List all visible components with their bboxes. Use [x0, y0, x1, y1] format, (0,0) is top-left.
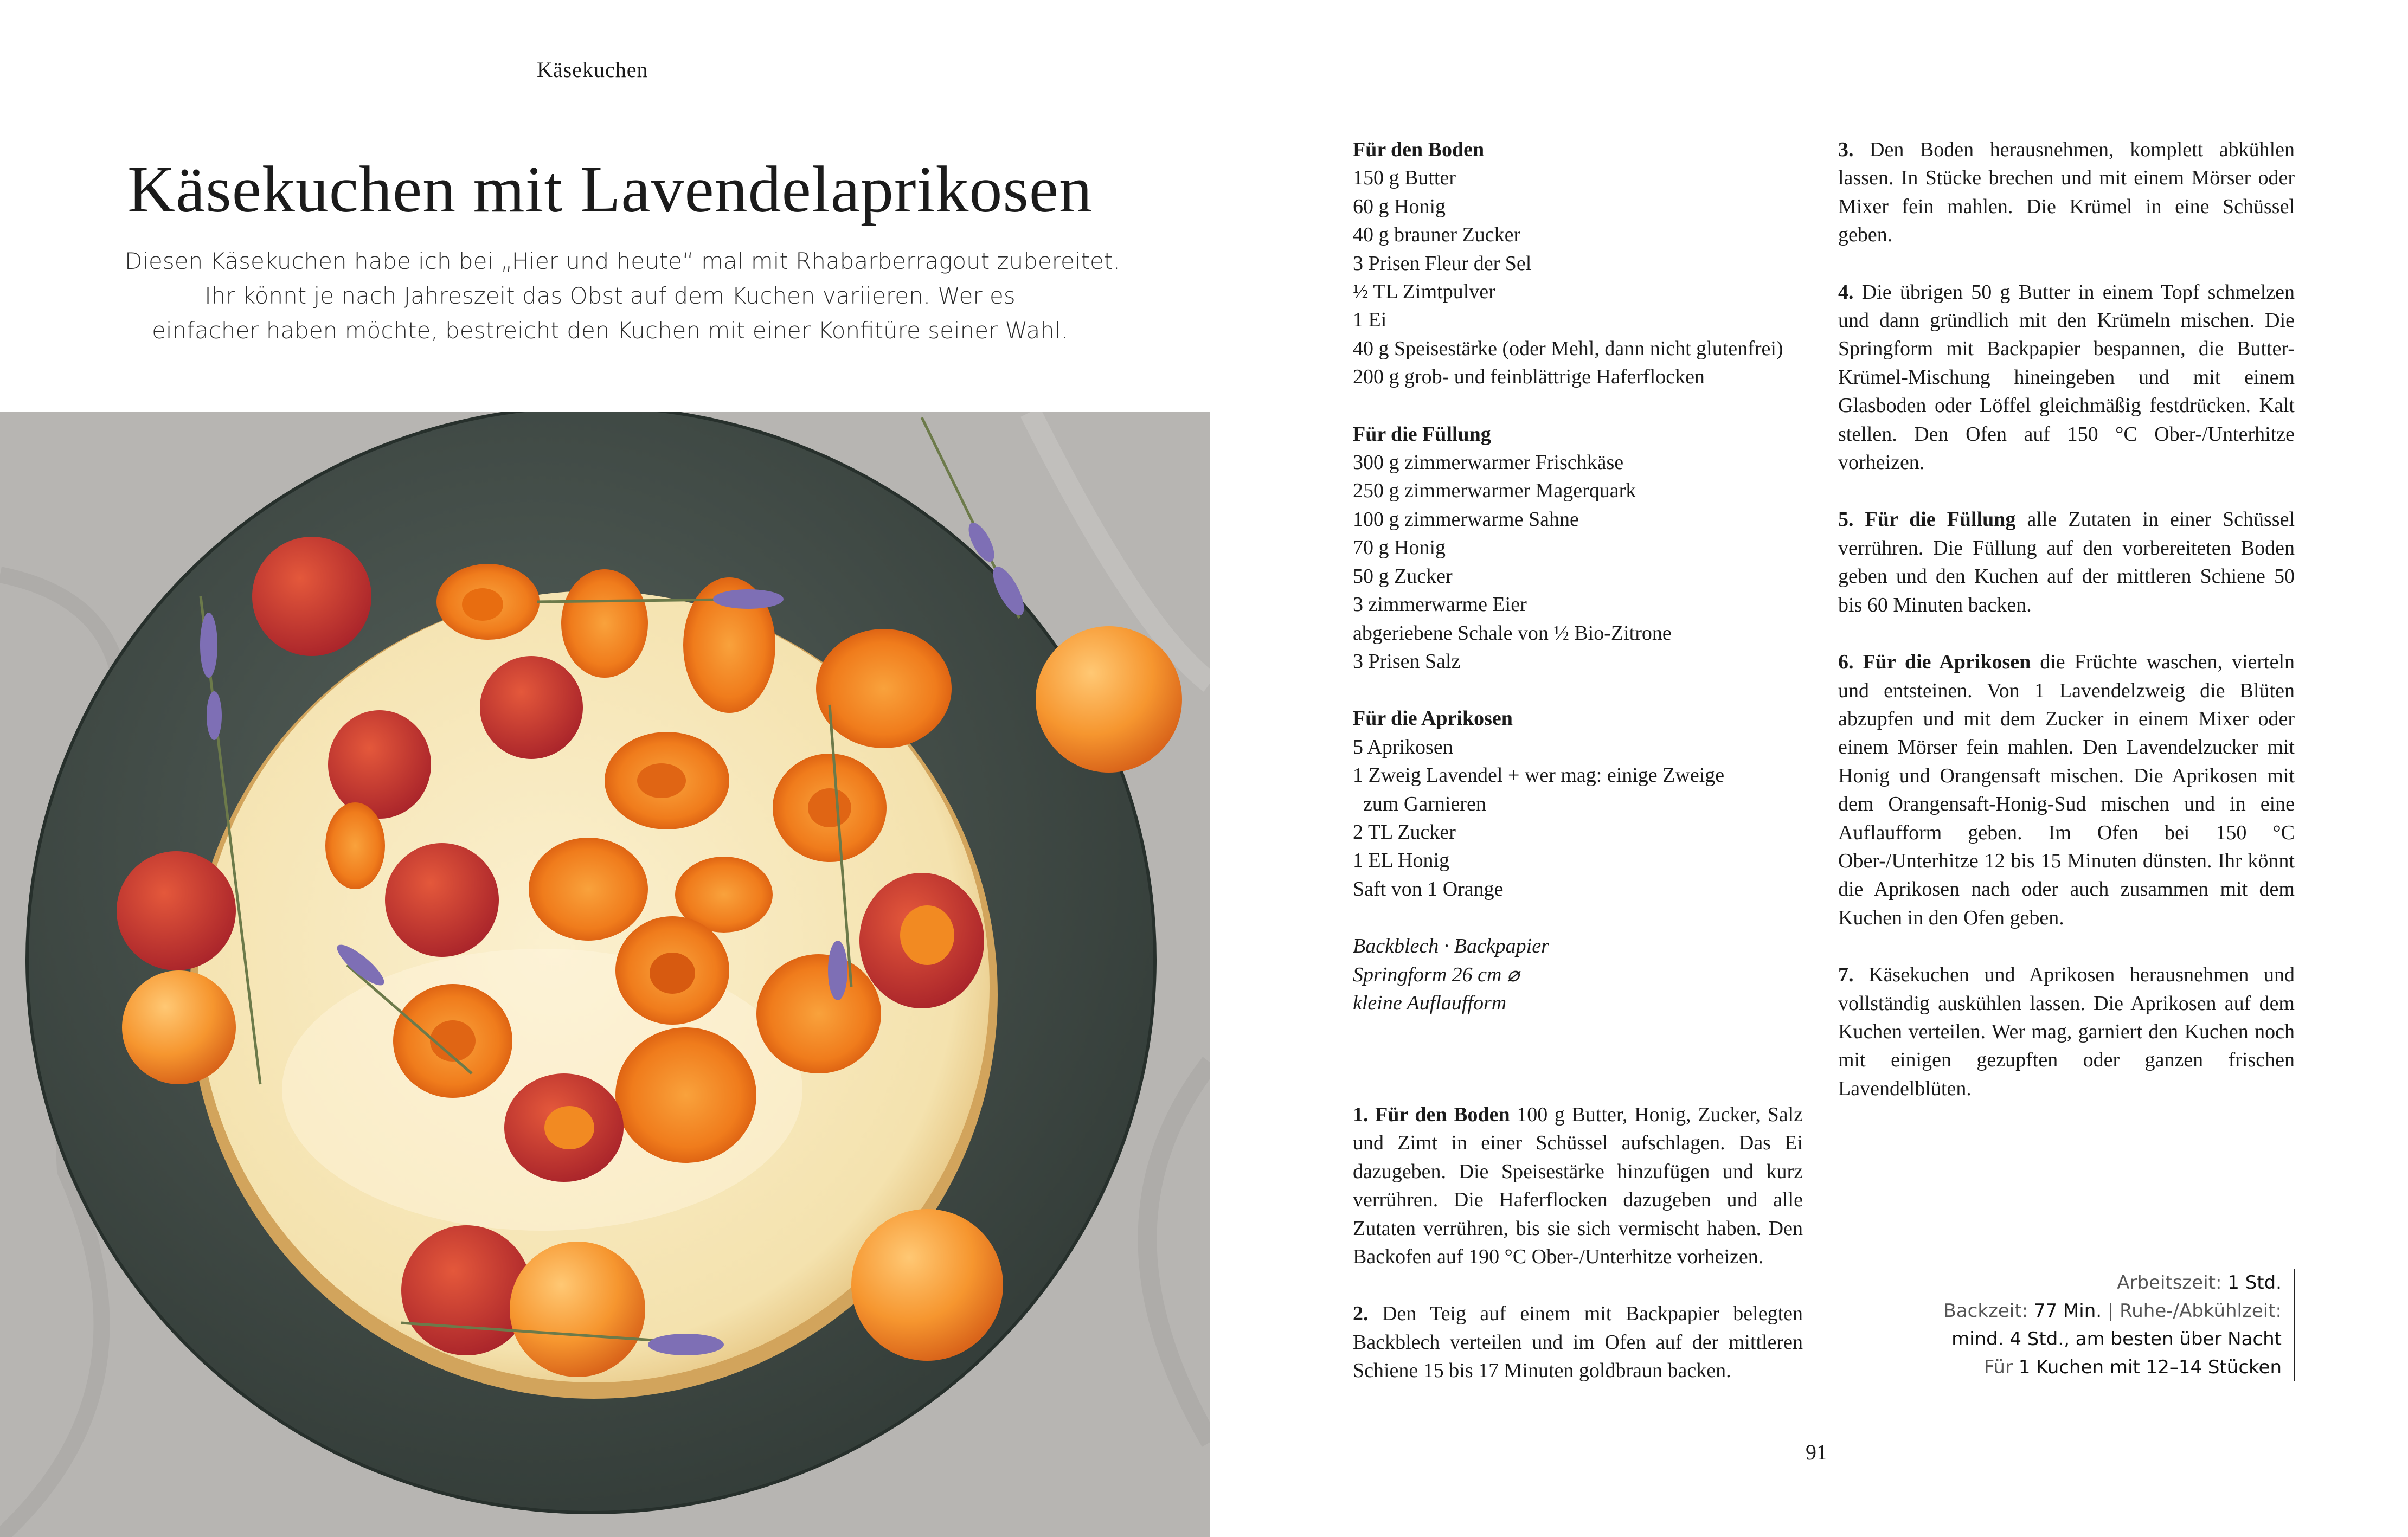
equipment-item: Springform 26 cm ⌀ [1353, 963, 1519, 986]
info-value: 77 Min. [2033, 1300, 2102, 1322]
info-value: 1 Kuchen mit 12–14 Stücken [2012, 1356, 2282, 1378]
steps-column-right [1838, 136, 2295, 1103]
ingredient-item: 250 g zimmerwarmer Magerquark [1353, 479, 1636, 503]
step-7 [1838, 961, 2295, 1103]
info-value: 1 Std. [2227, 1272, 2282, 1294]
ingredient-item: abgeriebene Schale von ½ Bio-Zitrone [1353, 621, 1672, 645]
ingredients-heading-boden: Für den Boden [1353, 138, 1485, 161]
step-text: Die übrigen 50 g Butter in einem Topf schmelzen und dann gründlich mit den Krümeln mischen. Die Springform mit Backpapier bespannen, die Butter-Krümel-Mischung hineingeben und mit einem Glasboden oder Löffel gleichmäßig festdrücken. Kalt stellen. Den Ofen auf 150 °C Ober-/Unterhitze vorheizen. [1838, 280, 2295, 474]
ingredient-item: 3 zimmerwarme Eier [1353, 593, 1527, 616]
ingredients-heading-aprikosen: Für die Aprikosen [1353, 707, 1513, 730]
step-2 [1353, 1300, 1803, 1385]
step-number: 7. [1838, 963, 1854, 987]
info-label: | Ruhe-/Abkühlzeit: [2102, 1300, 2282, 1322]
ingredients-column [1353, 136, 1803, 1017]
ingredient-item: 5 Aprikosen [1353, 735, 1453, 758]
info-label: Arbeitszeit: [2117, 1272, 2222, 1294]
ingredient-item: 300 g zimmerwarmer Frischkäse [1353, 451, 1624, 474]
equipment-item: kleine Auflaufform [1353, 991, 1507, 1014]
ingredient-item: 200 g grob- und feinblättrige Haferflocken [1353, 365, 1705, 389]
info-label: Backzeit: [1943, 1300, 2028, 1322]
intro-text [125, 244, 1120, 348]
step-number: 4. [1838, 280, 1854, 304]
info-arbeitszeit [1943, 1269, 2282, 1297]
step-text: Den Boden herausnehmen, komplett abkühlen lassen. In Stücke brechen und mit einem Mörser oder Mixer fein mahlen. Die Krümel in eine Schüssel geben. [1838, 138, 2295, 247]
info-label: Für [1983, 1356, 2013, 1378]
ingredient-item: 70 g Honig [1353, 536, 1446, 560]
ingredient-item: 3 Prisen Salz [1353, 649, 1461, 673]
step-1 [1353, 1101, 1803, 1271]
step-6 [1838, 648, 2295, 932]
ingredient-item: 1 Ei [1353, 308, 1387, 332]
page-number: 91 [1806, 1440, 1827, 1464]
ingredient-item: zum Garnieren [1353, 792, 1486, 815]
ingredient-item: 40 g Speisestärke (oder Mehl, dann nicht glutenfrei) [1353, 337, 1783, 360]
ingredient-item: 150 g Butter [1353, 166, 1456, 190]
step-text: Den Teig auf einem mit Backpapier belegten Backblech verteilen und im Ofen auf der mittleren Schiene 15 bis 17 Minuten goldbraun backen. [1353, 1302, 1803, 1382]
step-text: Käsekuchen und Aprikosen herausnehmen und vollständig auskühlen lassen. Die Aprikosen auf dem Kuchen verteilen. Wer mag, garniert den Kuchen noch mit einigen gezupften oder ganzen frischen Lavendelblüten. [1838, 963, 2295, 1100]
ingredient-item: Saft von 1 Orange [1353, 877, 1504, 901]
ingredients-heading-fuellung: Für die Füllung [1353, 422, 1491, 446]
page-title: Käsekuchen mit Lavendelaprikosen [127, 153, 1093, 226]
step-text: alle Zutaten in einer Schüssel verrühren. Die Füllung auf den vorbereiteten Boden geben und den Kuchen auf der mittleren Schiene 50 bis 60 Minuten backen. [1838, 508, 2295, 616]
steps-column-left [1353, 1101, 1803, 1385]
step-4 [1838, 278, 2295, 477]
step-number: 5. [1838, 508, 1854, 531]
step-5 [1838, 505, 2295, 619]
step-number: 2. [1353, 1302, 1369, 1326]
ingredient-item: 50 g Zucker [1353, 564, 1453, 588]
step-3 [1838, 136, 2295, 249]
ingredient-item: 1 Zweig Lavendel + wer mag: einige Zweige [1353, 764, 1725, 787]
step-lead: Für den Boden [1375, 1103, 1510, 1126]
equipment-item: Backblech · Backpapier [1353, 935, 1549, 958]
step-lead: Für die Füllung [1865, 508, 2016, 531]
step-number: 3. [1838, 138, 1854, 161]
recipe-photo [0, 412, 1210, 1537]
step-text: die Früchte waschen, vierteln und entsteinen. Von 1 Lavendelzweig die Blüten abzupfen und mit dem Zucker in einem Mixer oder einem Mörser fein mahlen. Den Lavendelzucker mit Honig und Orangensaft mischen. Die Aprikosen mit dem Orangensaft-Honig-Sud mischen und in eine Auflaufform geben. Im Ofen bei 150 °C Ober-/Unterhitze 12 bis 15 Minuten dünsten. Ihr könnt die Aprikosen nach oder auch zusammen mit dem Kuchen in den Ofen geben. [1838, 651, 2295, 929]
step-lead: Für die Aprikosen [1863, 651, 2031, 674]
ingredient-item: 40 g brauner Zucker [1353, 223, 1521, 247]
section-label: Käsekuchen [537, 57, 648, 82]
intro-line: einfacher haben möchte, bestreicht den Kuchen mit einer Konfitüre seiner Wahl. [152, 317, 1068, 344]
step-number: 6. [1838, 651, 1854, 674]
ingredient-item: 1 EL Honig [1353, 849, 1450, 872]
info-backzeit [1943, 1297, 2282, 1325]
step-text: 100 g Butter, Honig, Zucker, Salz und Zimt in einer Schüssel aufschlagen. Das Ei dazugeben. Die Speisestärke hinzufügen und kurz verrühren. Die Haferflocken dazugeben und alle Zutaten verrühren, bis sie sich vermischt haben. Den Backofen auf 190 °C Ober-/Unterhitze vorheizen. [1353, 1103, 1803, 1269]
info-ruhezeit: mind. 4 Std., am besten über Nacht [1951, 1328, 2282, 1350]
ingredient-item: ½ TL Zimtpulver [1353, 280, 1495, 304]
intro-line: Ihr könnt je nach Jahreszeit das Obst auf dem Kuchen variieren. Wer es [204, 282, 1016, 309]
info-yield [1943, 1353, 2282, 1381]
ingredient-item: 3 Prisen Fleur der Sel [1353, 252, 1532, 275]
cheesecake-illustration [0, 412, 1210, 1537]
ingredient-item: 60 g Honig [1353, 195, 1446, 218]
recipe-info [1943, 1269, 2295, 1381]
step-number: 1. [1353, 1103, 1369, 1126]
ingredient-item: 2 TL Zucker [1353, 820, 1456, 844]
intro-line: Diesen Käsekuchen habe ich bei „Hier und heute“ mal mit Rhabarberragout zubereitet. [125, 248, 1120, 274]
ingredient-item: 100 g zimmerwarme Sahne [1353, 507, 1579, 531]
